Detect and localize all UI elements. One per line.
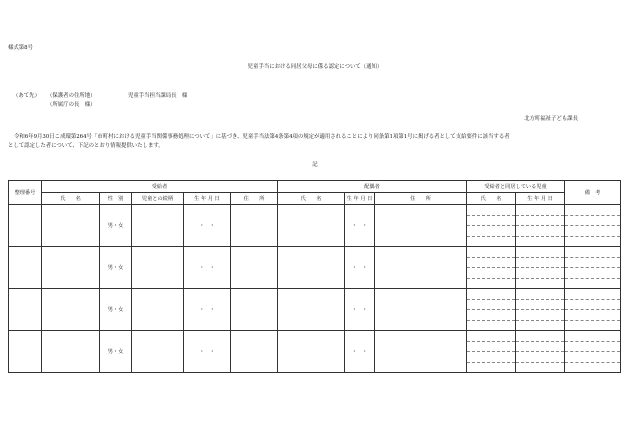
cell-seiri[interactable] [9,331,42,373]
header-r-dob: 生 年 月 日 [184,193,231,205]
header-seiri: 整理番号 [9,181,42,205]
cell-s-dob[interactable]: ・ ・ [345,247,375,289]
cell-s-name[interactable] [278,247,345,289]
header-r-address: 住 所 [231,193,278,205]
cell-r-relation[interactable] [132,205,184,247]
header-s-dob: 生 年 月 日 [345,193,375,205]
cell-remarks[interactable] [565,331,621,373]
table-row [9,205,621,247]
cell-seiri[interactable] [9,205,42,247]
cell-r-relation[interactable] [132,289,184,331]
cell-c-name[interactable] [467,289,516,331]
cell-s-address[interactable] [375,205,467,247]
cell-r-name[interactable] [42,205,100,247]
addressee-prefix: （あて先） [13,93,40,99]
cell-c-name[interactable] [467,205,516,247]
cell-seiri[interactable] [9,289,42,331]
paragraph-line-2: として認定した者について、下記のとおり情報提供いたします。 [8,143,164,149]
cell-c-dob[interactable] [516,205,565,247]
document-title: 児童手当における同居父母に係る認定について（通知） [247,64,383,70]
cell-c-dob[interactable] [516,289,565,331]
cell-r-sex[interactable]: 男・女 [100,331,132,373]
header-remarks: 備 考 [565,181,621,205]
addressee-dept: 児童手当担当課局長 様 [128,93,188,99]
addressee-line1: （保護者の住所地） [47,93,96,99]
cell-s-dob[interactable]: ・ ・ [345,289,375,331]
cell-r-address[interactable] [231,331,278,373]
cell-seiri[interactable] [9,247,42,289]
cell-r-address[interactable] [231,205,278,247]
cell-c-name[interactable] [467,247,516,289]
cell-s-name[interactable] [278,289,345,331]
cell-r-address[interactable] [231,289,278,331]
cell-remarks[interactable] [565,289,621,331]
addressee-line2: （所属庁の長 様） [47,102,96,108]
cell-r-relation[interactable] [132,247,184,289]
header-s-name: 氏 名 [278,193,345,205]
cell-c-name[interactable] [467,331,516,373]
header-child: 受給者と同居している児童 [467,181,565,193]
table-row [9,247,621,289]
cell-r-name[interactable] [42,331,100,373]
header-s-address: 住 所 [375,193,467,205]
cell-s-name[interactable] [278,205,345,247]
table-row [9,289,621,331]
cell-r-dob[interactable]: ・ ・ [184,331,231,373]
cell-remarks[interactable] [565,247,621,289]
header-recipient: 受給者 [42,181,278,193]
body-paragraph [8,133,620,151]
cell-r-dob[interactable]: ・ ・ [184,247,231,289]
ki-heading: 記 [312,162,318,168]
cell-s-address[interactable] [375,331,467,373]
cell-remarks[interactable] [565,205,621,247]
cell-r-name[interactable] [42,247,100,289]
cell-r-relation[interactable] [132,331,184,373]
sender: 北方町福祉子ども課長 [524,116,578,122]
header-r-name: 氏 名 [42,193,100,205]
cell-r-sex[interactable]: 男・女 [100,247,132,289]
header-c-name: 氏 名 [467,193,516,205]
cell-s-dob[interactable]: ・ ・ [345,331,375,373]
cell-s-address[interactable] [375,247,467,289]
cell-r-dob[interactable]: ・ ・ [184,205,231,247]
cell-s-address[interactable] [375,289,467,331]
header-spouse: 配偶者 [278,181,467,193]
cell-r-address[interactable] [231,247,278,289]
report-table [8,180,621,373]
cell-c-dob[interactable] [516,331,565,373]
cell-s-name[interactable] [278,331,345,373]
cell-r-dob[interactable]: ・ ・ [184,289,231,331]
cell-c-dob[interactable] [516,247,565,289]
paragraph-line-1: 令和6年9月30日こ成環第264号「市町村における児童手当関係事務処理について」に基づき、児童手当法第4条第4項の規定が適用されることにより同条第1項第1号に掲げる者として支給要件に該当する者 [14,134,510,140]
header-r-relation: 児童との続柄 [132,193,184,205]
cell-r-sex[interactable]: 男・女 [100,205,132,247]
table-row [9,331,621,373]
header-r-sex: 性 別 [100,193,132,205]
form-number: 様式第8号 [8,45,33,51]
cell-r-sex[interactable]: 男・女 [100,289,132,331]
cell-s-dob[interactable]: ・ ・ [345,205,375,247]
cell-r-name[interactable] [42,289,100,331]
header-c-dob: 生 年 月 日 [516,193,565,205]
